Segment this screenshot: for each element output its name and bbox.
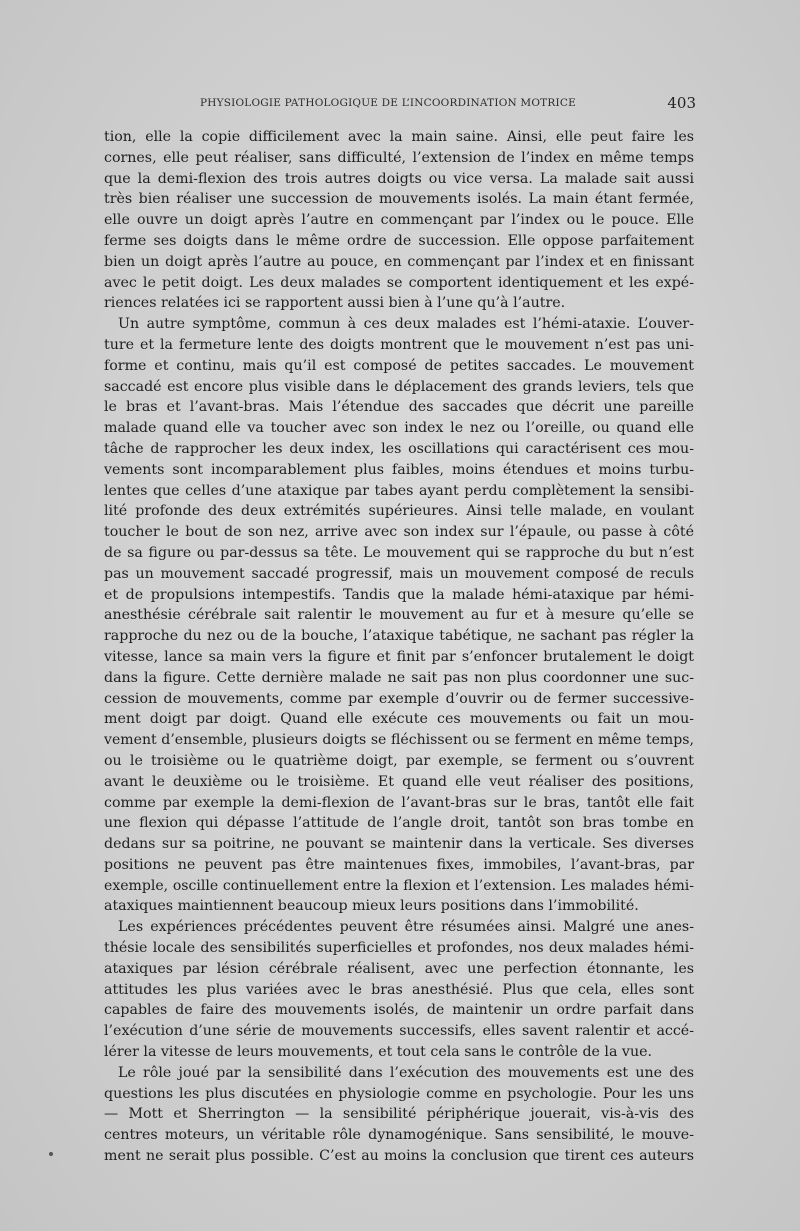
text-line: avant le deuxième ou le troisième. Et quand elle veut réaliser des positions, xyxy=(104,773,694,790)
text-line: centres moteurs, un véritable rôle dynamogénique. Sans sensibilité, le mouve- xyxy=(104,1127,694,1144)
text-line: elle ouvre un doigt après l’autre en commençant par l’index ou le pouce. Elle xyxy=(104,212,694,229)
page-number: 403 xyxy=(667,94,696,112)
text-line: ataxiques par lésion cérébrale réalisent, avec une perfection étonnante, les xyxy=(104,960,694,977)
body-text xyxy=(104,127,694,1167)
text-line: — Mott et Sherrington — la sensibilité périphérique jouerait, vis-à-vis des xyxy=(104,1106,694,1123)
text-line: tâche de rapprocher les deux index, les oscillations qui caractérisent ces mou- xyxy=(104,440,694,457)
text-line: ferme ses doigts dans le même ordre de succession. Elle oppose parfaitement xyxy=(104,232,694,249)
text-line: vement d’ensemble, plusieurs doigts se fléchissent ou se ferment en même temps, xyxy=(104,732,694,749)
text-line: ture et la fermeture lente des doigts montrent que le mouvement n’est pas uni- xyxy=(104,336,694,353)
text-line: dedans sur sa poitrine, ne pouvant se maintenir dans la verticale. Ses diverses xyxy=(104,836,694,853)
text-line: attitudes les plus variées avec le bras anesthésié. Plus que cela, elles sont xyxy=(104,981,694,998)
text-line: ment ne serait plus possible. C’est au moins la conclusion que tirent ces auteurs xyxy=(104,1148,694,1165)
text-line: exemple, oscille continuellement entre la flexion et l’extension. Les malades hémi- xyxy=(104,877,694,894)
text-line: le bras et l’avant-bras. Mais l’étendue des saccades que décrit une pareille xyxy=(104,399,694,416)
text-line: Un autre symptôme, commun à ces deux malades est l’hémi-ataxie. L’ouver- xyxy=(118,316,694,333)
text-line: avec le petit doigt. Les deux malades se comportent identiquement et les expé- xyxy=(104,274,694,291)
text-line: l’exécution d’une série de mouvements successifs, elles savent ralentir et accé- xyxy=(104,1023,694,1040)
text-line: lentes que celles d’une ataxique par tabes ayant perdu complètement la sensibi- xyxy=(104,482,694,499)
text-line: Le rôle joué par la sensibilité dans l’exécution des mouvements est une des xyxy=(118,1064,694,1081)
text-line: que la demi-flexion des trois autres doigts ou vice versa. La malade sait aussi xyxy=(104,170,694,187)
text-line: bien un doigt après l’autre au pouce, en commençant par l’index et en finissant xyxy=(104,253,694,270)
text-line: anesthésie cérébrale sait ralentir le mouvement au fur et à mesure qu’elle se xyxy=(104,607,694,624)
running-title: PHYSIOLOGIE PATHOLOGIQUE DE L’INCOORDINATION MOTRICE xyxy=(200,97,576,109)
text-line: pas un mouvement saccadé progressif, mais un mouvement composé de reculs xyxy=(104,565,694,582)
text-line: saccadé est encore plus visible dans le déplacement des grands leviers, tels que xyxy=(104,378,694,395)
text-line: riences relatées ici se rapportent aussi bien à l’une qu’à l’autre. xyxy=(104,295,566,312)
text-line: tion, elle la copie difficilement avec la main saine. Ainsi, elle peut faire les xyxy=(104,129,694,145)
text-line: rapproche du nez ou de la bouche, l’ataxique tabétique, ne sachant pas régler la xyxy=(104,628,694,645)
text-line: ataxiques maintiennent beaucoup mieux leurs positions dans l’immobilité. xyxy=(104,898,639,915)
text-line: vitesse, lance sa main vers la figure et finit par s’enfoncer brutalement le doigt xyxy=(104,648,694,665)
text-line: Les expériences précédentes peuvent être résumées ainsi. Malgré une anes- xyxy=(118,919,694,936)
text-line: dans la figure. Cette dernière malade ne sait pas non plus coordonner une suc- xyxy=(104,669,694,686)
text-line: ou le troisième ou le quatrième doigt, par exemple, se ferment ou s’ouvrent xyxy=(104,752,694,769)
text-line: vements sont incomparablement plus faibles, moins étendues et moins turbu- xyxy=(104,461,694,478)
text-line: positions ne peuvent pas être maintenues fixes, immobiles, l’avant-bras, par xyxy=(104,856,694,873)
text-line: de sa figure ou par-dessus sa tête. Le mouvement qui se rapproche du but n’est xyxy=(104,544,694,561)
text-line: toucher le bout de son nez, arrive avec son index sur l’épaule, ou passe à côté xyxy=(104,524,694,541)
text-line: forme et continu, mais qu’il est composé de petites saccades. Le mouvement xyxy=(104,357,694,374)
text-line: lérer la vitesse de leurs mouvements, et tout cela sans le contrôle de la vue. xyxy=(104,1044,652,1061)
text-line: capables de faire des mouvements isolés, de maintenir un ordre parfait dans xyxy=(104,1002,694,1019)
text-line: et de propulsions intempestifs. Tandis que la malade hémi-ataxique par hémi- xyxy=(104,586,694,603)
text-line: cession de mouvements, comme par exemple d’ouvrir ou de fermer successive- xyxy=(104,690,694,707)
ink-speck xyxy=(49,1152,53,1156)
text-line: malade quand elle va toucher avec son index le nez ou l’oreille, ou quand elle xyxy=(104,420,694,437)
text-line: thésie locale des sensibilités superficielles et profondes, nos deux malades hémi- xyxy=(104,940,694,957)
text-line: questions les plus discutées en physiologie comme en psychologie. Pour les uns xyxy=(104,1085,694,1102)
text-line: comme par exemple la demi-flexion de l’avant-bras sur le bras, tantôt elle fait xyxy=(104,794,694,811)
text-line: une flexion qui dépasse l’attitude de l’angle droit, tantôt son bras tombe en xyxy=(104,815,694,832)
text-line: lité profonde des deux extrémités supérieures. Ainsi telle malade, en voulant xyxy=(104,503,694,520)
running-head xyxy=(96,94,696,114)
text-line: très bien réaliser une succession de mouvements isolés. La main étant fermée, xyxy=(104,191,694,208)
text-line: cornes, elle peut réaliser, sans difficulté, l’extension de l’index en même temps xyxy=(104,149,694,166)
text-line: ment doigt par doigt. Quand elle exécute ces mouvements ou fait un mou- xyxy=(104,711,694,728)
